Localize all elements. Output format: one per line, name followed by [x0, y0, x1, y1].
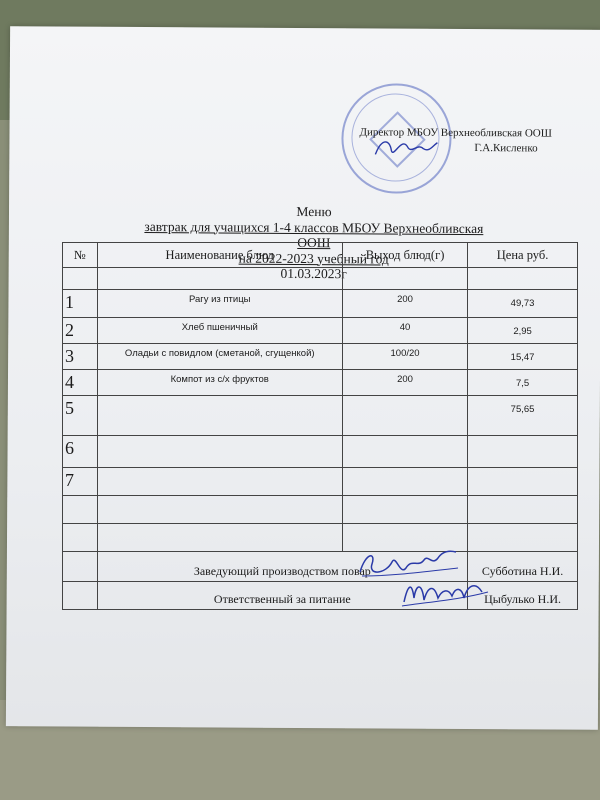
dish-name: Компот из с/х фруктов [170, 374, 269, 385]
table-row [63, 436, 578, 468]
dish-price: 49,73 [510, 298, 535, 309]
dish-yield: 100/20 [390, 348, 420, 359]
dish-yield: 200 [397, 374, 413, 385]
signature-person: Субботина Н.И. [468, 552, 578, 582]
row-number: 1 [63, 290, 98, 318]
header-dish: Наименование блюд [97, 243, 342, 268]
dish-name [98, 436, 342, 440]
dish-name [98, 396, 342, 400]
dish-name: Оладьи с повидлом (сметаной, сгущенкой) [124, 348, 315, 359]
header-price: Цена руб. [468, 243, 578, 268]
dish-price: 75,65 [510, 404, 535, 415]
header-number: № [63, 243, 98, 268]
dish-name: Рагу из птицы [188, 294, 251, 305]
table-header-row [63, 243, 578, 268]
table-row [63, 318, 578, 344]
row-number: 6 [63, 436, 98, 468]
dish-yield [343, 436, 467, 440]
title-line-2: завтрак для учащихся 1-4 классов МБОУ Верхнеобливская ООШ [144, 218, 484, 251]
signature-role: Заведующий производством повар [97, 552, 468, 582]
table-row-blank [63, 496, 578, 524]
dish-name: Хлеб пшеничный [181, 322, 258, 333]
dish-price [468, 436, 577, 444]
signature-person: Цыбулько Н.И. [468, 582, 578, 610]
header-yield: Выход блюд(г) [342, 243, 467, 268]
dish-yield [343, 396, 467, 400]
title-line-1: Меню [296, 203, 332, 220]
table-row [63, 370, 578, 396]
row-number: 3 [63, 344, 98, 370]
director-signature [371, 132, 441, 162]
row-number: 5 [63, 396, 98, 436]
table-row [63, 468, 578, 496]
dish-yield: 200 [397, 294, 413, 305]
table-row [63, 344, 578, 370]
row-number: 4 [63, 370, 98, 396]
responsible-signature [398, 574, 508, 610]
dish-price: 2,95 [513, 326, 532, 337]
table-row [63, 396, 578, 436]
director-name: Г.А.Кисленко [474, 142, 538, 155]
menu-date: 01.03.2023г [280, 265, 347, 282]
row-number: 7 [63, 468, 98, 496]
dish-yield [343, 468, 467, 472]
signature-role: Ответственный за питание [97, 582, 468, 610]
dish-price [468, 468, 577, 476]
menu-table [62, 242, 578, 610]
director-line: Директор МБОУ Верхнеобливская ООШ [359, 126, 552, 140]
dish-yield: 40 [399, 322, 411, 333]
dish-price: 15,47 [510, 352, 535, 363]
table-row [63, 290, 578, 318]
title-line-3: на 2022-2023 учебный год [238, 250, 389, 267]
dish-price: 7,5 [515, 378, 530, 389]
table-row-blank [63, 524, 578, 552]
table-row-blank [63, 268, 578, 290]
dish-name [98, 468, 342, 472]
row-number: 2 [63, 318, 98, 344]
